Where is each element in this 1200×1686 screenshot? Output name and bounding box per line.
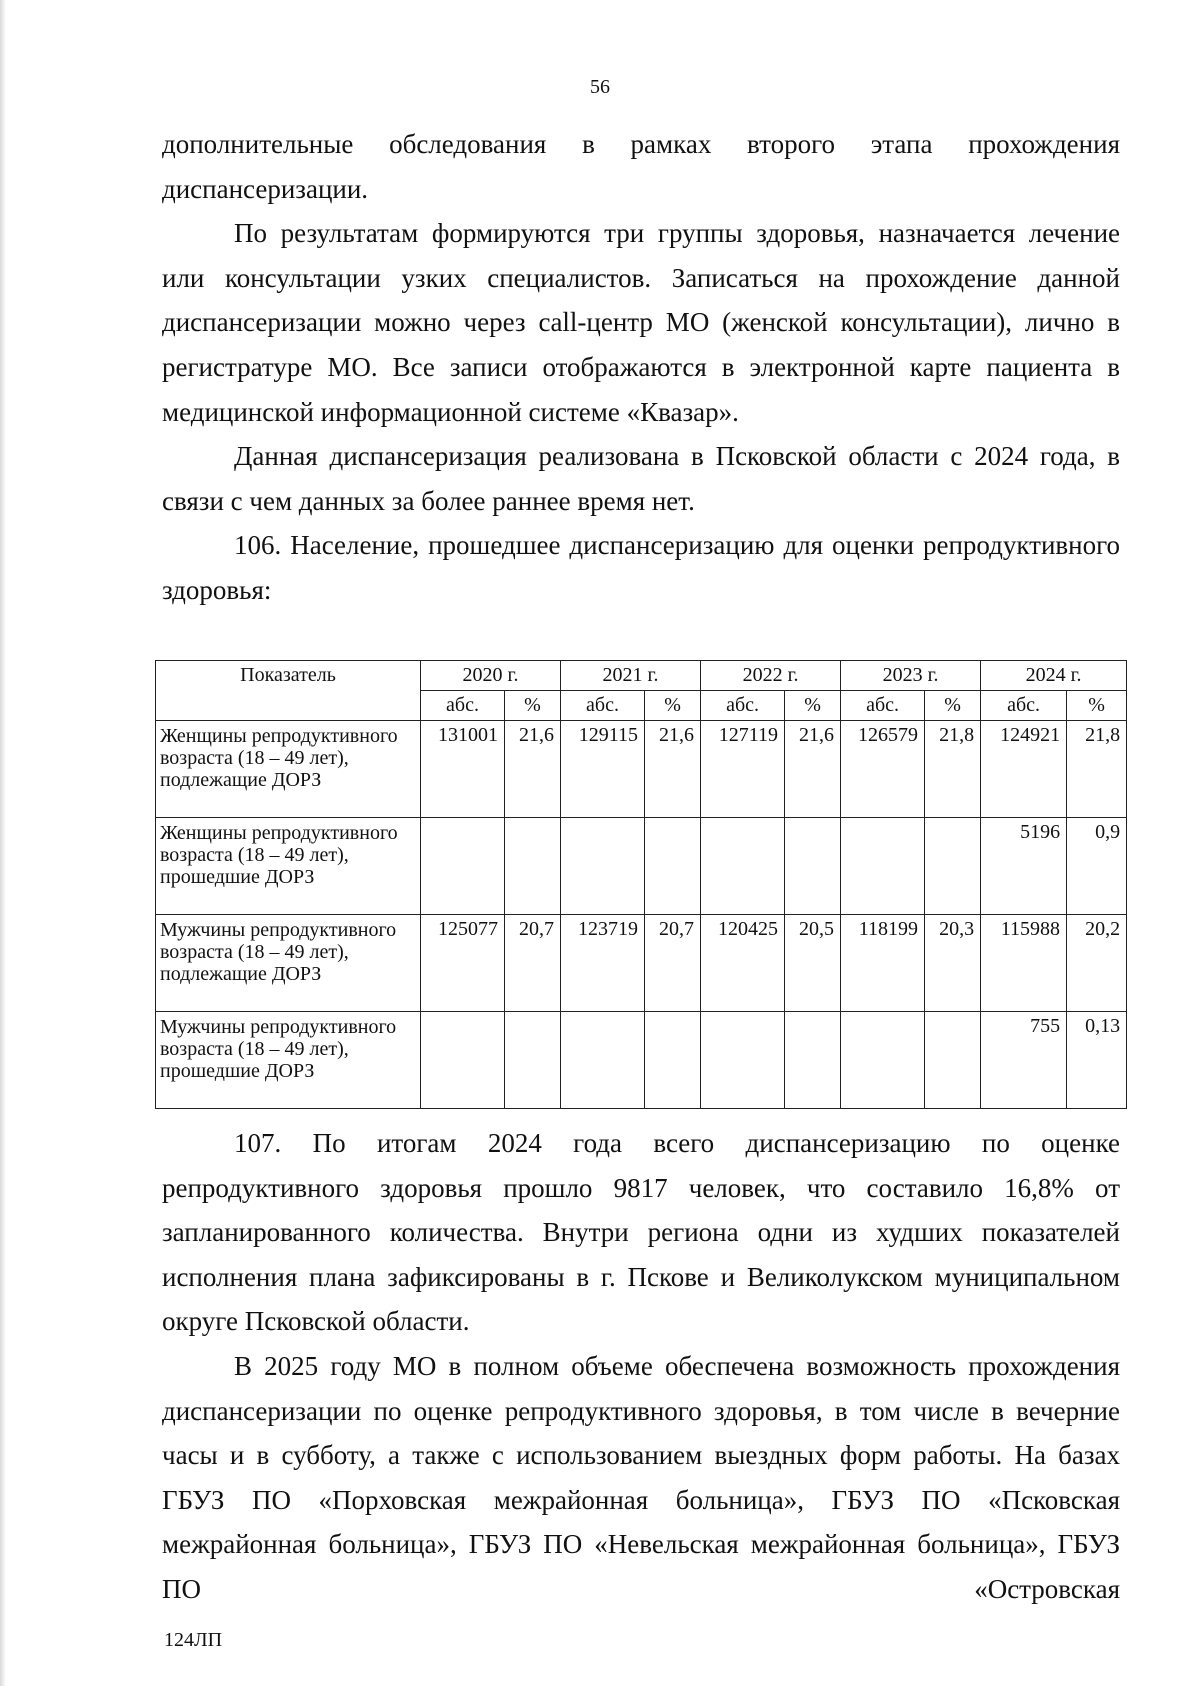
table-subheader-abs: абс. bbox=[421, 691, 505, 721]
table-row bbox=[156, 915, 1127, 1012]
cell-abs-2024: 755 bbox=[981, 1012, 1067, 1109]
cell-abs-2023 bbox=[841, 1012, 925, 1109]
cell-abs-2021: 129115 bbox=[561, 721, 645, 818]
cell-pct-2023 bbox=[925, 818, 981, 915]
paragraph: Данная диспансеризация реализована в Псковской области с 2024 года, в связи с чем данных за более раннее время нет. bbox=[162, 441, 1120, 516]
cell-abs-2021 bbox=[561, 818, 645, 915]
cell-abs-2022: 120425 bbox=[701, 915, 785, 1012]
row-label: Женщины репродуктивного возраста (18 – 49 лет), подлежащие ДОРЗ bbox=[156, 721, 421, 818]
cell-pct-2021: 20,7 bbox=[645, 915, 701, 1012]
table-subheader-abs: абс. bbox=[701, 691, 785, 721]
cell-pct-2024: 20,2 bbox=[1067, 915, 1127, 1012]
cell-pct-2020: 21,6 bbox=[505, 721, 561, 818]
cell-abs-2020: 131001 bbox=[421, 721, 505, 818]
cell-pct-2021: 21,6 bbox=[645, 721, 701, 818]
table-subheader-abs: абс. bbox=[561, 691, 645, 721]
table-row bbox=[156, 721, 1127, 818]
table-subheader-abs: абс. bbox=[981, 691, 1067, 721]
paragraph: дополнительные обследования в рамках второго этапа прохождения диспансеризации. bbox=[162, 129, 1120, 204]
table-header-year: 2024 г. bbox=[981, 661, 1127, 691]
cell-abs-2020 bbox=[421, 1012, 505, 1109]
cell-pct-2023: 20,3 bbox=[925, 915, 981, 1012]
table-header-year: 2022 г. bbox=[701, 661, 841, 691]
page-scan-edge bbox=[0, 0, 6, 1686]
table-subheader-pct: % bbox=[505, 691, 561, 721]
data-table bbox=[155, 660, 1127, 1109]
paragraph: В 2025 году МО в полном объеме обеспечена возможность прохождения диспансеризации по оценке репродуктивного здоровья, в том числе в вечерние часы и в субботу, а также с использованием выездных форм работы. На базах ГБУЗ ПО «Порховская межрайонная больница», ГБУЗ ПО «Псковская межрайонная больница», ГБУЗ ПО «Невельская межрайонная больница», ГБУЗ ПО «Островская bbox=[162, 1350, 1120, 1604]
table-subheader-abs: абс. bbox=[841, 691, 925, 721]
cell-pct-2022: 21,6 bbox=[785, 721, 841, 818]
cell-pct-2024: 0,9 bbox=[1067, 818, 1127, 915]
cell-abs-2023: 118199 bbox=[841, 915, 925, 1012]
document-code: 124ЛП bbox=[164, 1629, 223, 1651]
table-row bbox=[156, 1012, 1127, 1109]
cell-pct-2022 bbox=[785, 1012, 841, 1109]
cell-abs-2023 bbox=[841, 818, 925, 915]
table-header-year: 2020 г. bbox=[421, 661, 561, 691]
table-row bbox=[156, 818, 1127, 915]
cell-pct-2020 bbox=[505, 1012, 561, 1109]
paragraph: 106. Население, прошедшее диспансеризацию для оценки репродуктивного здоровья: bbox=[162, 530, 1120, 605]
cell-pct-2020: 20,7 bbox=[505, 915, 561, 1012]
cell-pct-2023 bbox=[925, 1012, 981, 1109]
cell-abs-2022: 127119 bbox=[701, 721, 785, 818]
cell-abs-2023: 126579 bbox=[841, 721, 925, 818]
table-subheader-pct: % bbox=[925, 691, 981, 721]
cell-pct-2024: 21,8 bbox=[1067, 721, 1127, 818]
cell-pct-2021 bbox=[645, 818, 701, 915]
table-header-indicator: Показатель bbox=[156, 661, 421, 721]
cell-abs-2022 bbox=[701, 818, 785, 915]
text-block-bottom bbox=[162, 1121, 1120, 1612]
text-block-top bbox=[162, 122, 1120, 613]
row-label: Женщины репродуктивного возраста (18 – 49 лет), прошедшие ДОРЗ bbox=[156, 818, 421, 915]
cell-pct-2020 bbox=[505, 818, 561, 915]
cell-pct-2023: 21,8 bbox=[925, 721, 981, 818]
cell-abs-2024: 5196 bbox=[981, 818, 1067, 915]
cell-pct-2022: 20,5 bbox=[785, 915, 841, 1012]
cell-abs-2020 bbox=[421, 818, 505, 915]
paragraph: По результатам формируются три группы здоровья, назначается лечение или консультации узких специалистов. Записаться на прохождение данной диспансеризации можно через call-центр МО (женской консультации), лично в регистратуре МО. Все записи отображаются в электронной карте пациента в медицинской информационной системе «Квазар». bbox=[162, 218, 1120, 427]
row-label: Мужчины репродуктивного возраста (18 – 49 лет), подлежащие ДОРЗ bbox=[156, 915, 421, 1012]
table-header-year: 2021 г. bbox=[561, 661, 701, 691]
table-subheader-pct: % bbox=[1067, 691, 1127, 721]
row-label: Мужчины репродуктивного возраста (18 – 49 лет), прошедшие ДОРЗ bbox=[156, 1012, 421, 1109]
table-subheader-pct: % bbox=[645, 691, 701, 721]
page-number: 56 bbox=[590, 76, 610, 98]
cell-abs-2021: 123719 bbox=[561, 915, 645, 1012]
cell-abs-2021 bbox=[561, 1012, 645, 1109]
cell-abs-2024: 124921 bbox=[981, 721, 1067, 818]
cell-pct-2021 bbox=[645, 1012, 701, 1109]
cell-abs-2024: 115988 bbox=[981, 915, 1067, 1012]
table-header-year: 2023 г. bbox=[841, 661, 981, 691]
cell-pct-2022 bbox=[785, 818, 841, 915]
cell-abs-2022 bbox=[701, 1012, 785, 1109]
cell-abs-2020: 125077 bbox=[421, 915, 505, 1012]
paragraph: 107. По итогам 2024 года всего диспансеризацию по оценке репродуктивного здоровья прошло 9817 человек, что составило 16,8% от запланированного количества. Внутри региона одни из худших показателей исполнения плана зафиксированы в г. Пскове и Великолукском муниципальном округе Псковской области. bbox=[162, 1128, 1120, 1337]
cell-pct-2024: 0,13 bbox=[1067, 1012, 1127, 1109]
table-subheader-pct: % bbox=[785, 691, 841, 721]
